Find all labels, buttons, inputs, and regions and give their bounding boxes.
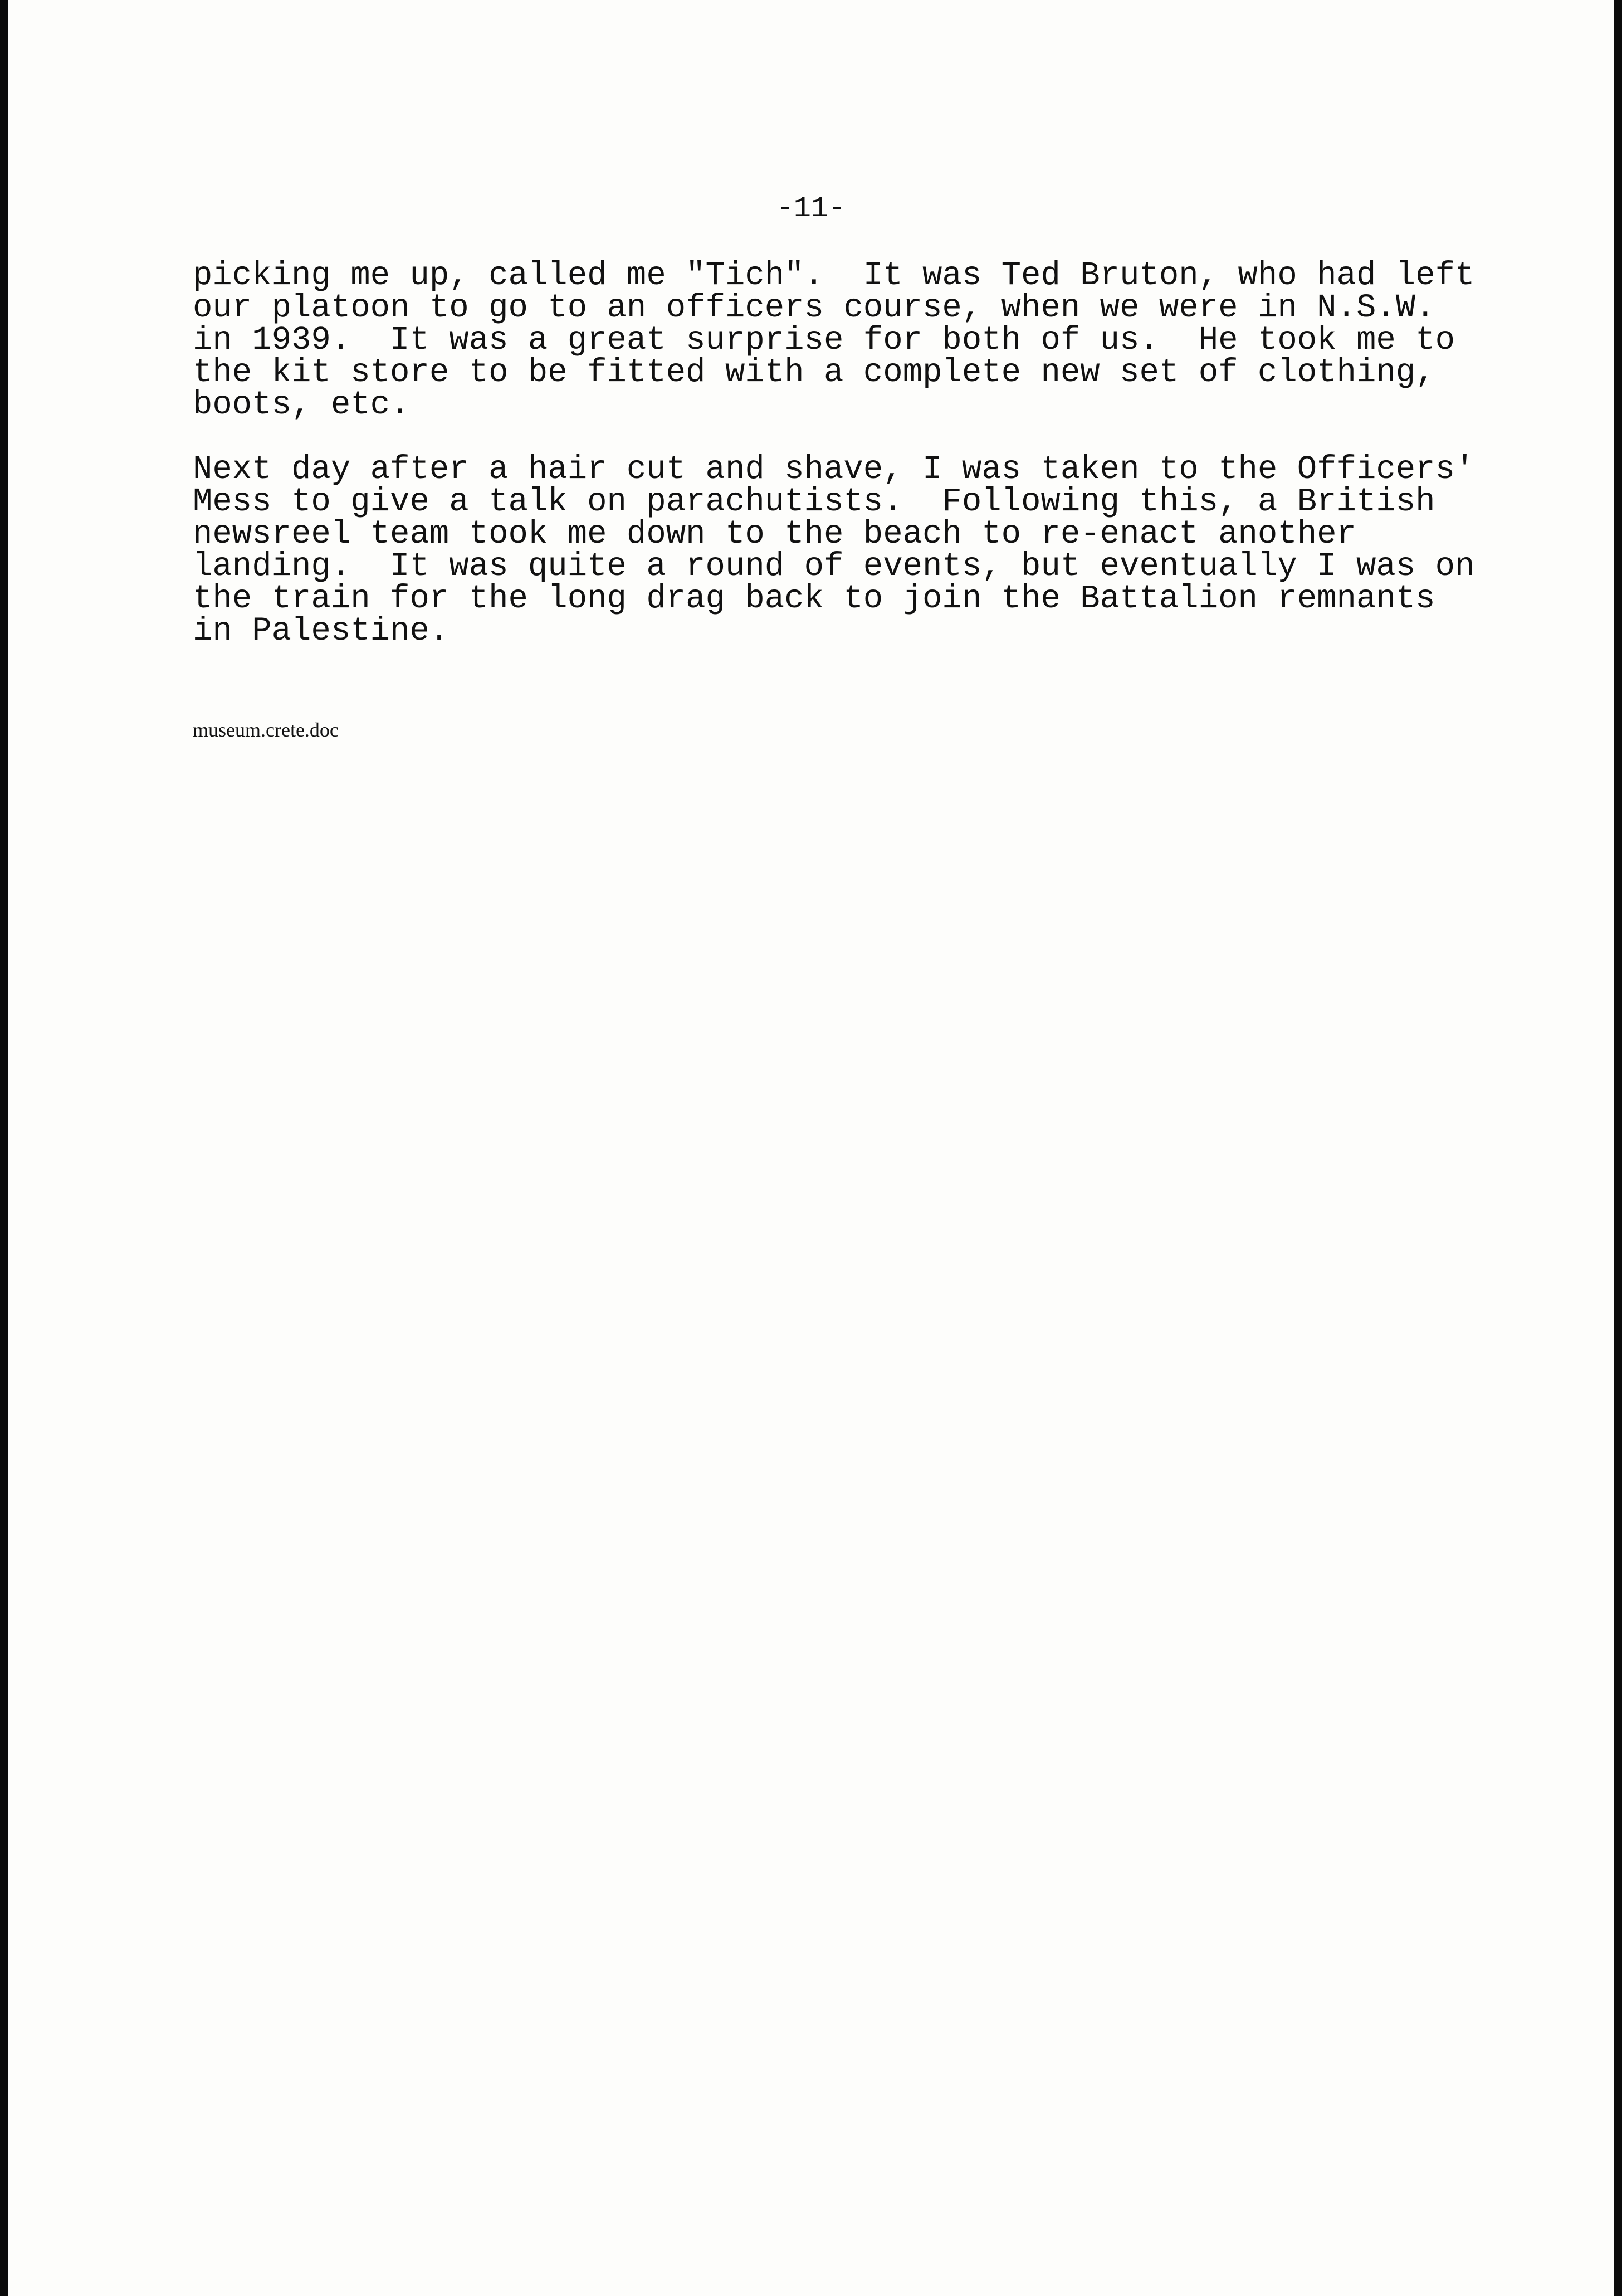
scan-edge-right: [1614, 0, 1622, 2296]
text-line: landing. It was quite a round of events, but eventually I was on: [193, 548, 1475, 585]
scan-edge-left: [0, 0, 8, 2296]
paragraph-1: [193, 257, 1507, 423]
text-line: Mess to give a talk on parachutists. Following this, a British: [193, 483, 1435, 520]
text-line: the kit store to be fitted with a complete new set of clothing,: [193, 354, 1435, 391]
text-line: in 1939. It was a great surprise for both of us. He took me to: [193, 321, 1455, 359]
paragraph-2: [193, 451, 1507, 650]
page-number: -11-: [776, 192, 846, 225]
footer-filename: museum.crete.doc: [193, 719, 339, 741]
text-line: in Palestine.: [193, 612, 450, 650]
text-line: Next day after a hair cut and shave, I was taken to the Officers': [193, 451, 1475, 488]
text-line: our platoon to go to an officers course, when we were in N.S.W.: [193, 289, 1435, 326]
text-line: picking me up, called me "Tich". It was Ted Bruton, who had left: [193, 257, 1475, 294]
text-line: newsreel team took me down to the beach to re-enact another: [193, 515, 1356, 553]
body-text: [193, 257, 1507, 650]
text-line: the train for the long drag back to join the Battalion remnants: [193, 580, 1435, 617]
text-line: boots, etc.: [193, 386, 410, 423]
